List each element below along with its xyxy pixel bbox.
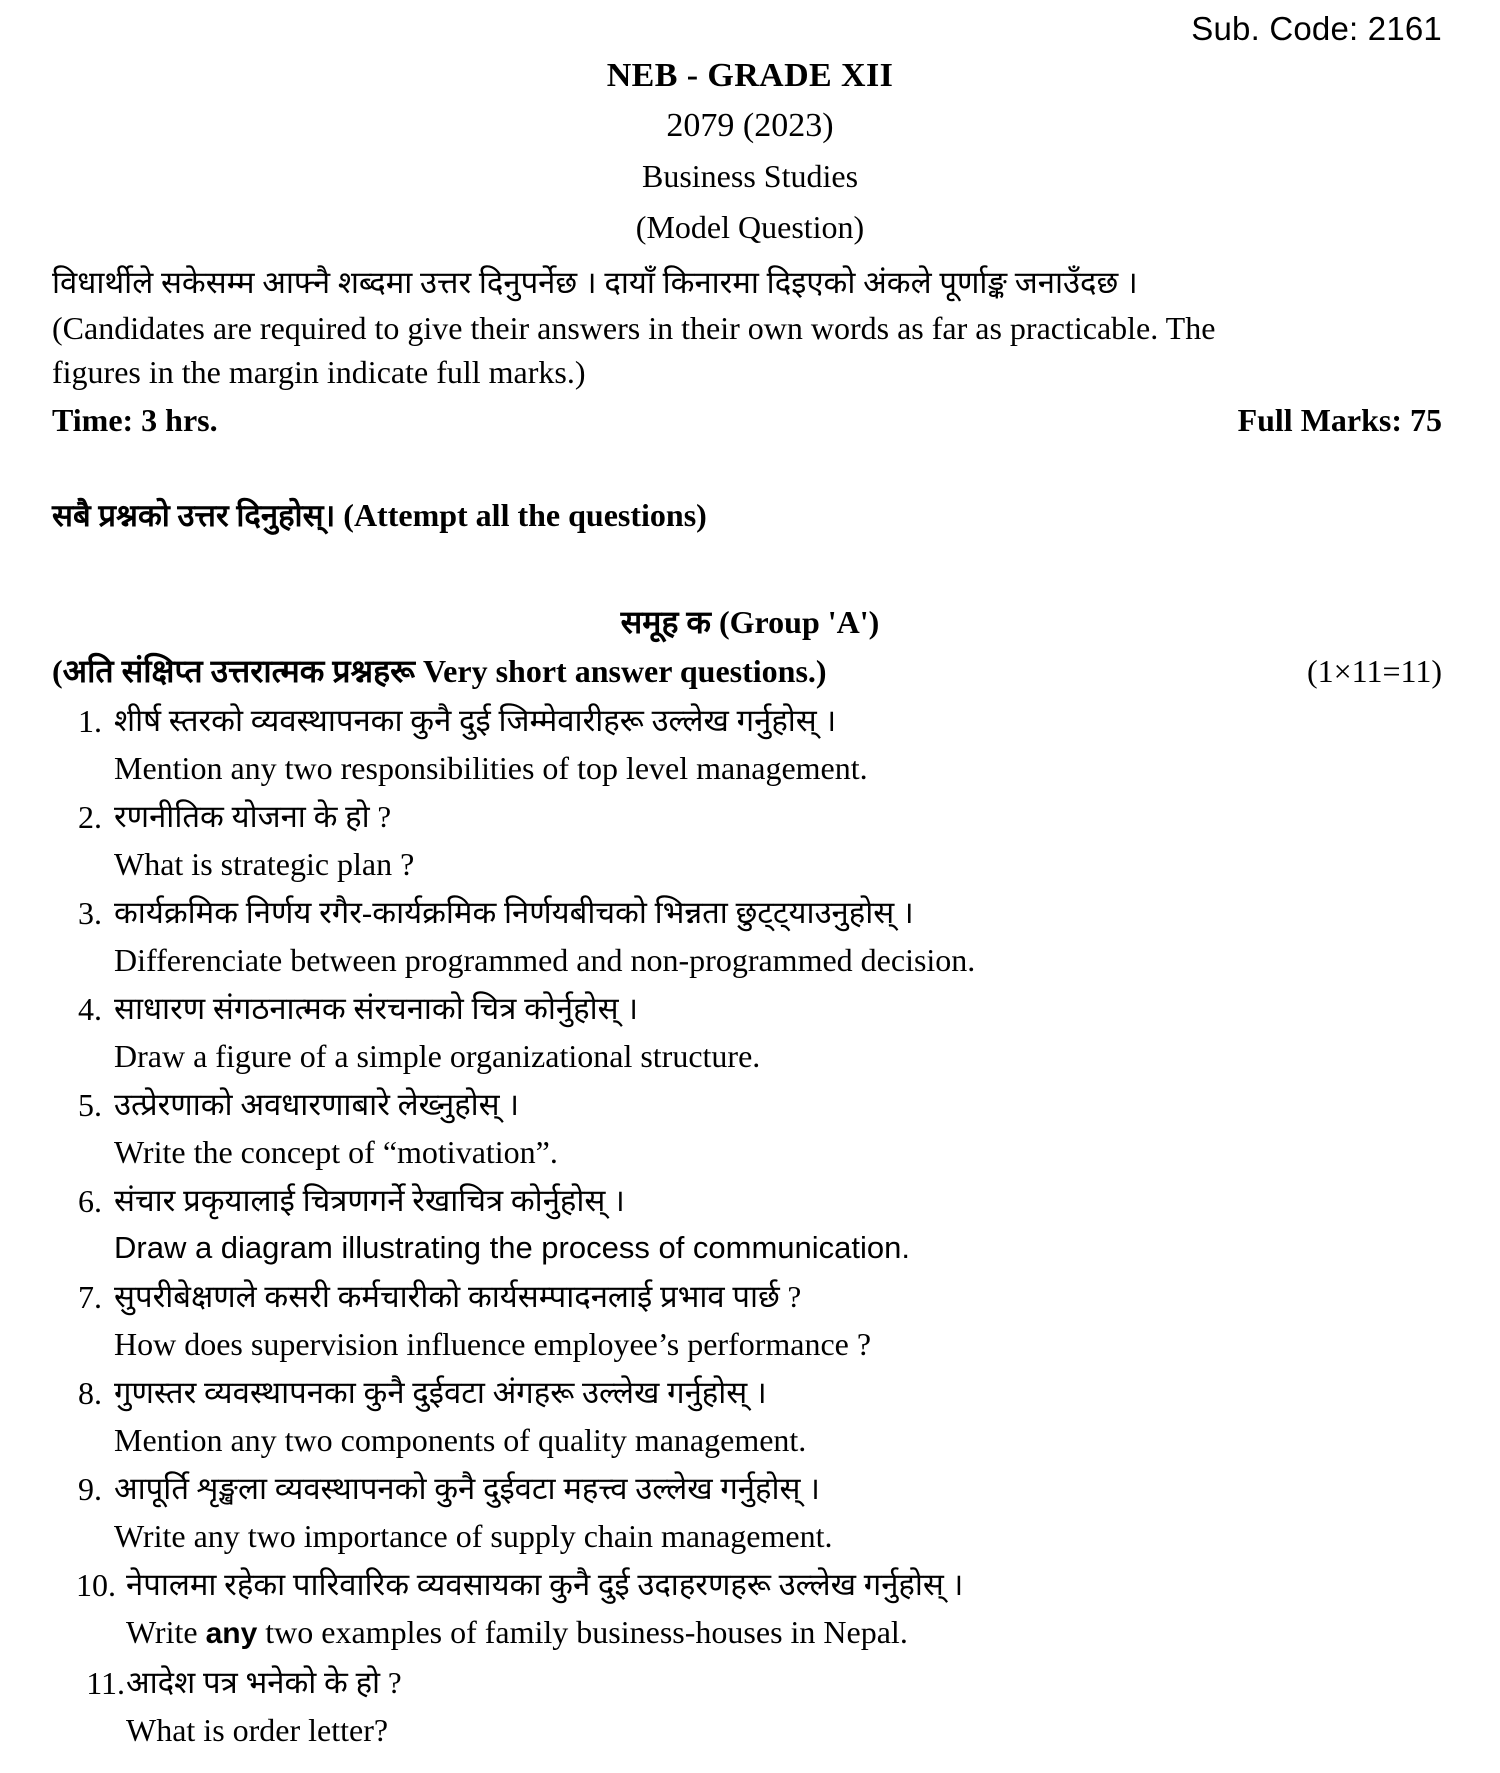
full-marks: Full Marks: 75 [1237,402,1442,438]
question-body [114,1273,1448,1367]
question-text-english-highlight: any [205,1617,258,1650]
question-body [114,1465,1448,1559]
question-number: 8. [78,1375,102,1411]
question-item [52,1659,1448,1753]
question-text-english: What is order letter? [126,1712,389,1748]
question-number: 9. [78,1471,102,1507]
subject-name-line [52,154,1448,205]
question-item [52,985,1448,1079]
question-body [114,985,1448,1079]
instruction-english-line2: figures in the margin indicate full marks.) [52,354,586,390]
question-text-english [126,1609,1448,1657]
question-text-nepali: रणनीतिक योजना के हो ? [114,799,392,834]
group-a-heading: समूह क (Group 'A') [620,604,880,640]
paper-type: (Model Question) [635,209,865,245]
question-text-english-part2: two examples of family business-houses in Nepal. [257,1614,908,1650]
instructions-block [52,260,1448,394]
time-allowed: Time: 3 hrs. [52,402,218,438]
question-text-english: Draw a figure of a simple organizational structure. [114,1038,761,1074]
question-body [114,1081,1448,1175]
question-text-english: Differenciate between programmed and non-programmed decision. [114,942,976,978]
question-text-nepali: आपूर्ति शृङ्खला व्यवस्थापनको कुनै दुईवटा महत्त्व उल्लेख गर्नुहोस् । [114,1471,820,1506]
subject-code: Sub. Code: 2161 [1191,10,1442,47]
time-marks-row [52,396,1448,444]
question-text-nepali: संचार प्रकृयालाई चित्रणगर्ने रेखाचित्र कोर्नुहोस् । [114,1183,625,1218]
question-text-english: Write any two importance of supply chain management. [114,1518,833,1554]
question-text-english: What is strategic plan ? [114,846,415,882]
board-title: NEB - GRADE XII [606,57,894,94]
question-text-nepali: शीर्ष स्तरको व्यवस्थापनका कुनै दुई जिम्मेवारीहरू उल्लेख गर्नुहोस् । [114,703,837,738]
instruction-nepali: विधार्थीले सकेसम्म आफ्नै शब्दमा उत्तर दिनुपर्नेछ । दायाँ किनारमा दिइएको अंकले पूर्णाङ्क जनाउँदछ । [52,265,1138,300]
exam-year-line [52,104,1448,154]
question-item [52,1561,1448,1657]
question-body [114,1369,1448,1463]
question-text-english: Mention any two components of quality management. [114,1422,807,1458]
question-item [52,1273,1448,1367]
question-number: 10. [76,1567,116,1603]
subject-name: Business Studies [641,158,859,194]
question-item [52,1369,1448,1463]
question-text-english: Mention any two responsibilities of top level management. [114,750,868,786]
question-text-english-part1: Write [126,1614,206,1650]
question-number: 1. [78,703,102,739]
attempt-all-note [52,492,1448,539]
question-item [52,1465,1448,1559]
question-body [114,1177,1448,1271]
group-a-section-row [52,647,1448,695]
group-a-question-list [52,697,1448,1753]
question-number: 5. [78,1087,102,1123]
instruction-english-line1: (Candidates are required to give their answers in their own words as far as practicable. The [52,310,1216,346]
question-body [126,1561,1448,1657]
question-item [52,1081,1448,1175]
question-number: 7. [78,1279,102,1315]
question-text-nepali: कार्यक्रमिक निर्णय रगैर-कार्यक्रमिक निर्णयबीचको भिन्नता छुट्ट्याउनुहोस् । [114,895,914,930]
question-text-english: How does supervision influence employee’s performance ? [114,1326,872,1362]
board-title-line [52,54,1448,104]
question-body [114,889,1448,983]
group-a-section-label: (अति संक्षिप्त उत्तरात्मक प्रश्नहरू Very short answer questions.) [52,653,827,689]
paper-type-line [52,205,1448,256]
question-text-nepali: सुपरीबेक्षणले कसरी कर्मचारीको कार्यसम्पादनलाई प्रभाव पार्छ ? [114,1279,802,1314]
question-number: 11. [86,1665,125,1701]
question-item [52,793,1448,887]
question-number: 3. [78,895,102,931]
question-text-nepali: उत्प्रेरणाको अवधारणाबारे लेख्नुहोस् । [114,1087,520,1122]
question-text-english: Draw a diagram illustrating the process of communication. [114,1230,911,1265]
attempt-note-nepali: सबै प्रश्नको उत्तर दिनुहोस्। [52,498,336,533]
question-text-nepali: गुणस्तर व्यवस्थापनका कुनै दुईवटा अंगहरू उल्लेख गर्नुहोस् । [114,1375,767,1410]
question-item [52,1177,1448,1271]
attempt-note-english: (Attempt all the questions) [343,497,707,533]
group-a-marks: (1×11=11) [1306,653,1442,689]
subject-code-row [52,6,1448,52]
question-item [52,889,1448,983]
question-number: 4. [78,991,102,1027]
question-body [126,1659,1448,1753]
exam-year: 2079 (2023) [666,107,834,144]
question-body [114,697,1448,791]
question-text-english: Write the concept of “motivation”. [114,1134,558,1170]
question-text-nepali: नेपालमा रहेका पारिवारिक व्यवसायका कुनै दुई उदाहरणहरू उल्लेख गर्नुहोस् । [126,1567,964,1602]
question-item [52,697,1448,791]
question-text-nepali: आदेश पत्र भनेको के हो ? [126,1665,402,1700]
question-text-nepali: साधारण संगठनात्मक संरचनाको चित्र कोर्नुहोस् । [114,991,639,1026]
question-number: 6. [78,1183,102,1219]
question-number: 2. [78,799,102,835]
question-body [114,793,1448,887]
